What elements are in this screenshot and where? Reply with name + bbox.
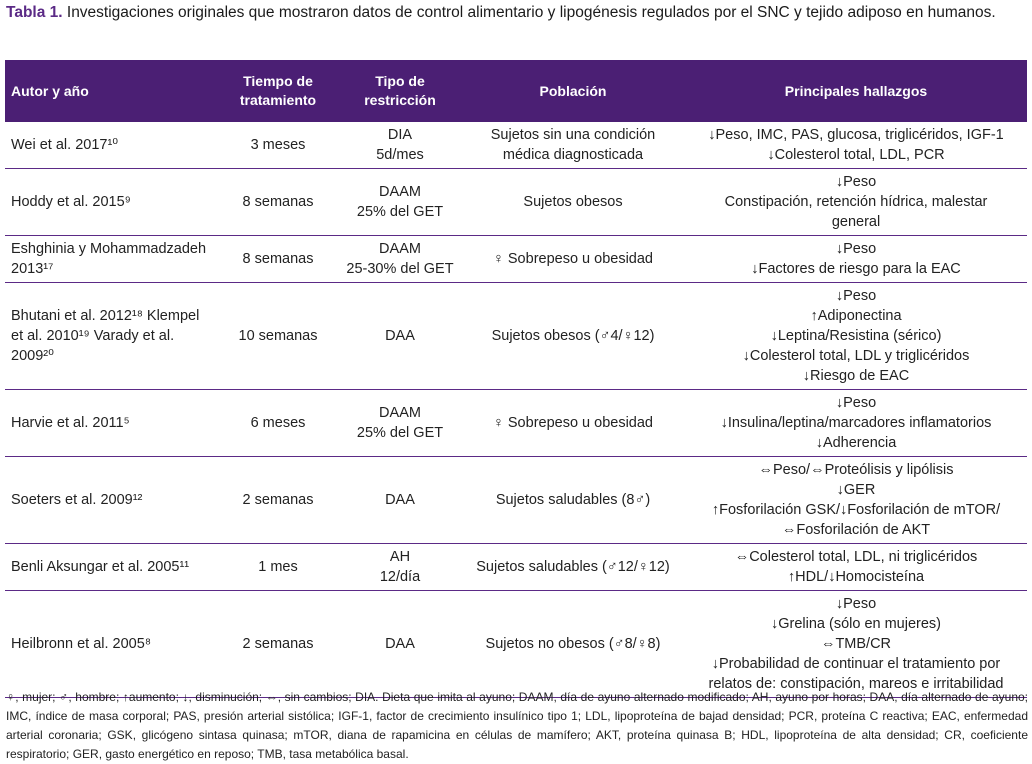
cell-type-line: DIA [387,127,413,143]
cell-findings-line: relatos de: constipación, mareos e irritabilidad [708,676,1004,692]
cell-findings-line: ↓Peso [835,241,877,257]
cell-type-line: AH [389,549,411,565]
cell-type [339,544,461,591]
cell-author-text: Wei et al. 2017¹⁰ [11,137,119,153]
cell-findings-line: ↓Peso, IMC, PAS, glucosa, triglicéridos, IGF-1 [708,127,1004,143]
cell-author [5,283,217,390]
cell-type [339,169,461,236]
cell-findings-line: ↓Peso [835,596,877,612]
cell-type-line: 25-30% del GET [346,261,454,277]
cell-population [461,457,685,544]
cell-author-text: Eshghinia y Mohammadzadeh 2013¹⁷ [11,241,207,277]
table-row [5,591,1027,698]
cell-type [339,390,461,457]
table-row [5,236,1027,283]
cell-author [5,122,217,169]
cell-population-line: Sujetos saludables (♂12/♀12) [476,559,670,575]
cell-time-text: 1 mes [258,559,298,575]
cell-type [339,122,461,169]
cell-author-text: Benli Aksungar et al. 2005¹¹ [11,559,190,575]
cell-author [5,236,217,283]
cell-type [339,283,461,390]
cell-author [5,169,217,236]
cell-findings-line: ↑Adiponectina [810,308,902,324]
cell-type-line: DAA [385,636,415,652]
table-row [5,122,1027,169]
cell-type-line: DAAM [379,241,421,257]
footnote: ♀, mujer; ♂, hombre; ↑aumento; ↓, disminución; ⇔, sin cambios; DIA. Dieta que imita al ayuno; DAAM, día de ayuno alternado modificado; AH, ayuno por horas; DAA, día alternado de ayuno; IMC, índice de masa corporal; PAS, presión arterial sistólica; IGF-1, factor de crecimiento insulínico tipo 1; LDL, lipoproteína de bajad densidad; PCR, proteína C reactiva; EAC, enfermedad arterial coronaria; GSK, glicógeno sintasa quinasa; mTOR, diana de rapamicina en células de mamífero; AKT, proteína quinasa B; HDL, lipoproteína de alta densidad; CR, coeficiente respiratorio; GER, gasto energético en reposo; TMB, tasa metabólica basal. [6,690,1028,761]
cell-population [461,544,685,591]
cell-author-text: Bhutani et al. 2012¹⁸ Klempel et al. 2010¹⁹ Varady et al. 2009²⁰ [11,308,200,364]
cell-findings [685,169,1027,236]
cell-findings-line: Constipación, retención hídrica, malestar [724,194,988,210]
cell-findings [685,283,1027,390]
caption-label: Tabla 1. [6,4,63,21]
cell-findings [685,457,1027,544]
cell-findings-line: ⇔Colesterol total, LDL, ni triglicéridos [734,549,978,565]
cell-type-line: 25% del GET [356,425,444,441]
table-row [5,457,1027,544]
cell-time-text: 6 meses [250,415,306,431]
cell-type-line: DAAM [379,184,421,200]
cell-findings-line: ↓Factores de riesgo para la EAC [751,261,961,277]
cell-type [339,457,461,544]
findings-table [5,60,1027,698]
cell-findings-line: ↓Peso [835,395,877,411]
cell-type-line: DAA [385,328,415,344]
cell-findings [685,390,1027,457]
cell-author [5,591,217,698]
cell-findings [685,544,1027,591]
cell-findings [685,122,1027,169]
table-row [5,283,1027,390]
cell-findings-line: ↓Peso [835,288,877,304]
cell-population [461,591,685,698]
cell-findings [685,236,1027,283]
cell-type-line: 25% del GET [356,204,444,220]
cell-time [217,283,339,390]
cell-findings-line: ↓Colesterol total, LDL y triglicéridos [742,348,970,364]
cell-time [217,457,339,544]
cell-findings-line: ↓Adherencia [815,435,897,451]
cell-type-line: 12/día [379,569,421,585]
cell-population [461,122,685,169]
cell-author [5,457,217,544]
cell-population [461,236,685,283]
cell-findings-line: ⇔TMB/CR [820,636,892,652]
cell-time-text: 8 semanas [242,194,314,210]
cell-findings-line: ↓Riesgo de EAC [802,368,910,384]
cell-time [217,390,339,457]
cell-findings-line: ⇔Peso/⇔Proteólisis y lipólisis [758,462,954,478]
cell-time [217,169,339,236]
cell-time [217,544,339,591]
cell-time-text: 10 semanas [238,328,318,344]
cell-findings-line: ↓Probabilidad de continuar el tratamiento por [711,656,1001,672]
header-author: Autor y año [5,60,217,122]
cell-population-line: Sujetos no obesos (♂8/♀8) [485,636,661,652]
cell-findings-line: ↓GER [836,482,876,498]
cell-author-text: Hoddy et al. 2015⁹ [11,194,131,210]
cell-type-line: DAAM [379,405,421,421]
cell-findings-line: ↓Leptina/Resistina (sérico) [770,328,942,344]
cell-type-line: 5d/mes [376,147,424,163]
cell-time [217,122,339,169]
cell-population-line: Sujetos sin una condición [490,127,656,143]
cell-author [5,390,217,457]
header-population: Población [461,60,685,122]
cell-findings-line: ↓Insulina/leptina/marcadores inflamatorios [720,415,992,431]
table-row [5,390,1027,457]
cell-findings-line: ↑HDL/↓Homocisteína [787,569,925,585]
cell-population-line: Sujetos obesos [523,194,623,210]
header-findings: Principales hallazgos [685,60,1027,122]
table-caption [6,2,1028,23]
cell-author [5,544,217,591]
cell-findings-line: ↑Fosforilación GSK/↓Fosforilación de mTOR/ [711,502,1001,518]
cell-population-line: Sujetos obesos (♂4/♀12) [491,328,655,344]
cell-author-text: Heilbronn et al. 2005⁸ [11,636,151,652]
cell-time [217,591,339,698]
cell-population [461,390,685,457]
cell-time-text: 3 meses [250,137,306,153]
cell-findings-line: ⇔Fosforilación de AKT [781,522,931,538]
cell-author-text: Harvie et al. 2011⁵ [11,415,130,431]
cell-time [217,236,339,283]
cell-population [461,169,685,236]
cell-population-line: ♀ Sobrepeso u obesidad [492,415,654,431]
cell-findings [685,591,1027,698]
header-row [5,60,1027,122]
cell-findings-line: general [831,214,881,230]
table-row [5,169,1027,236]
cell-findings-line: ↓Peso [835,174,877,190]
cell-population-line: médica diagnosticada [502,147,644,163]
header-type: Tipo de restricción [339,60,461,122]
table-row [5,544,1027,591]
header-time: Tiempo de tratamiento [217,60,339,122]
cell-time-text: 2 semanas [242,636,314,652]
cell-population-line: Sujetos saludables (8♂) [495,492,651,508]
cell-type [339,591,461,698]
caption-text: Investigaciones originales que mostraron datos de control alimentario y lipogénesis regulados por el SNC y tejido adiposo en humanos. [62,4,996,21]
cell-type [339,236,461,283]
cell-author-text: Soeters et al. 2009¹² [11,492,143,508]
cell-findings-line: ↓Grelina (sólo en mujeres) [770,616,942,632]
cell-population-line: ♀ Sobrepeso u obesidad [492,251,654,267]
cell-population [461,283,685,390]
cell-time-text: 2 semanas [242,492,314,508]
cell-findings-line: ↓Colesterol total, LDL, PCR [767,147,945,163]
cell-time-text: 8 semanas [242,251,314,267]
cell-type-line: DAA [385,492,415,508]
